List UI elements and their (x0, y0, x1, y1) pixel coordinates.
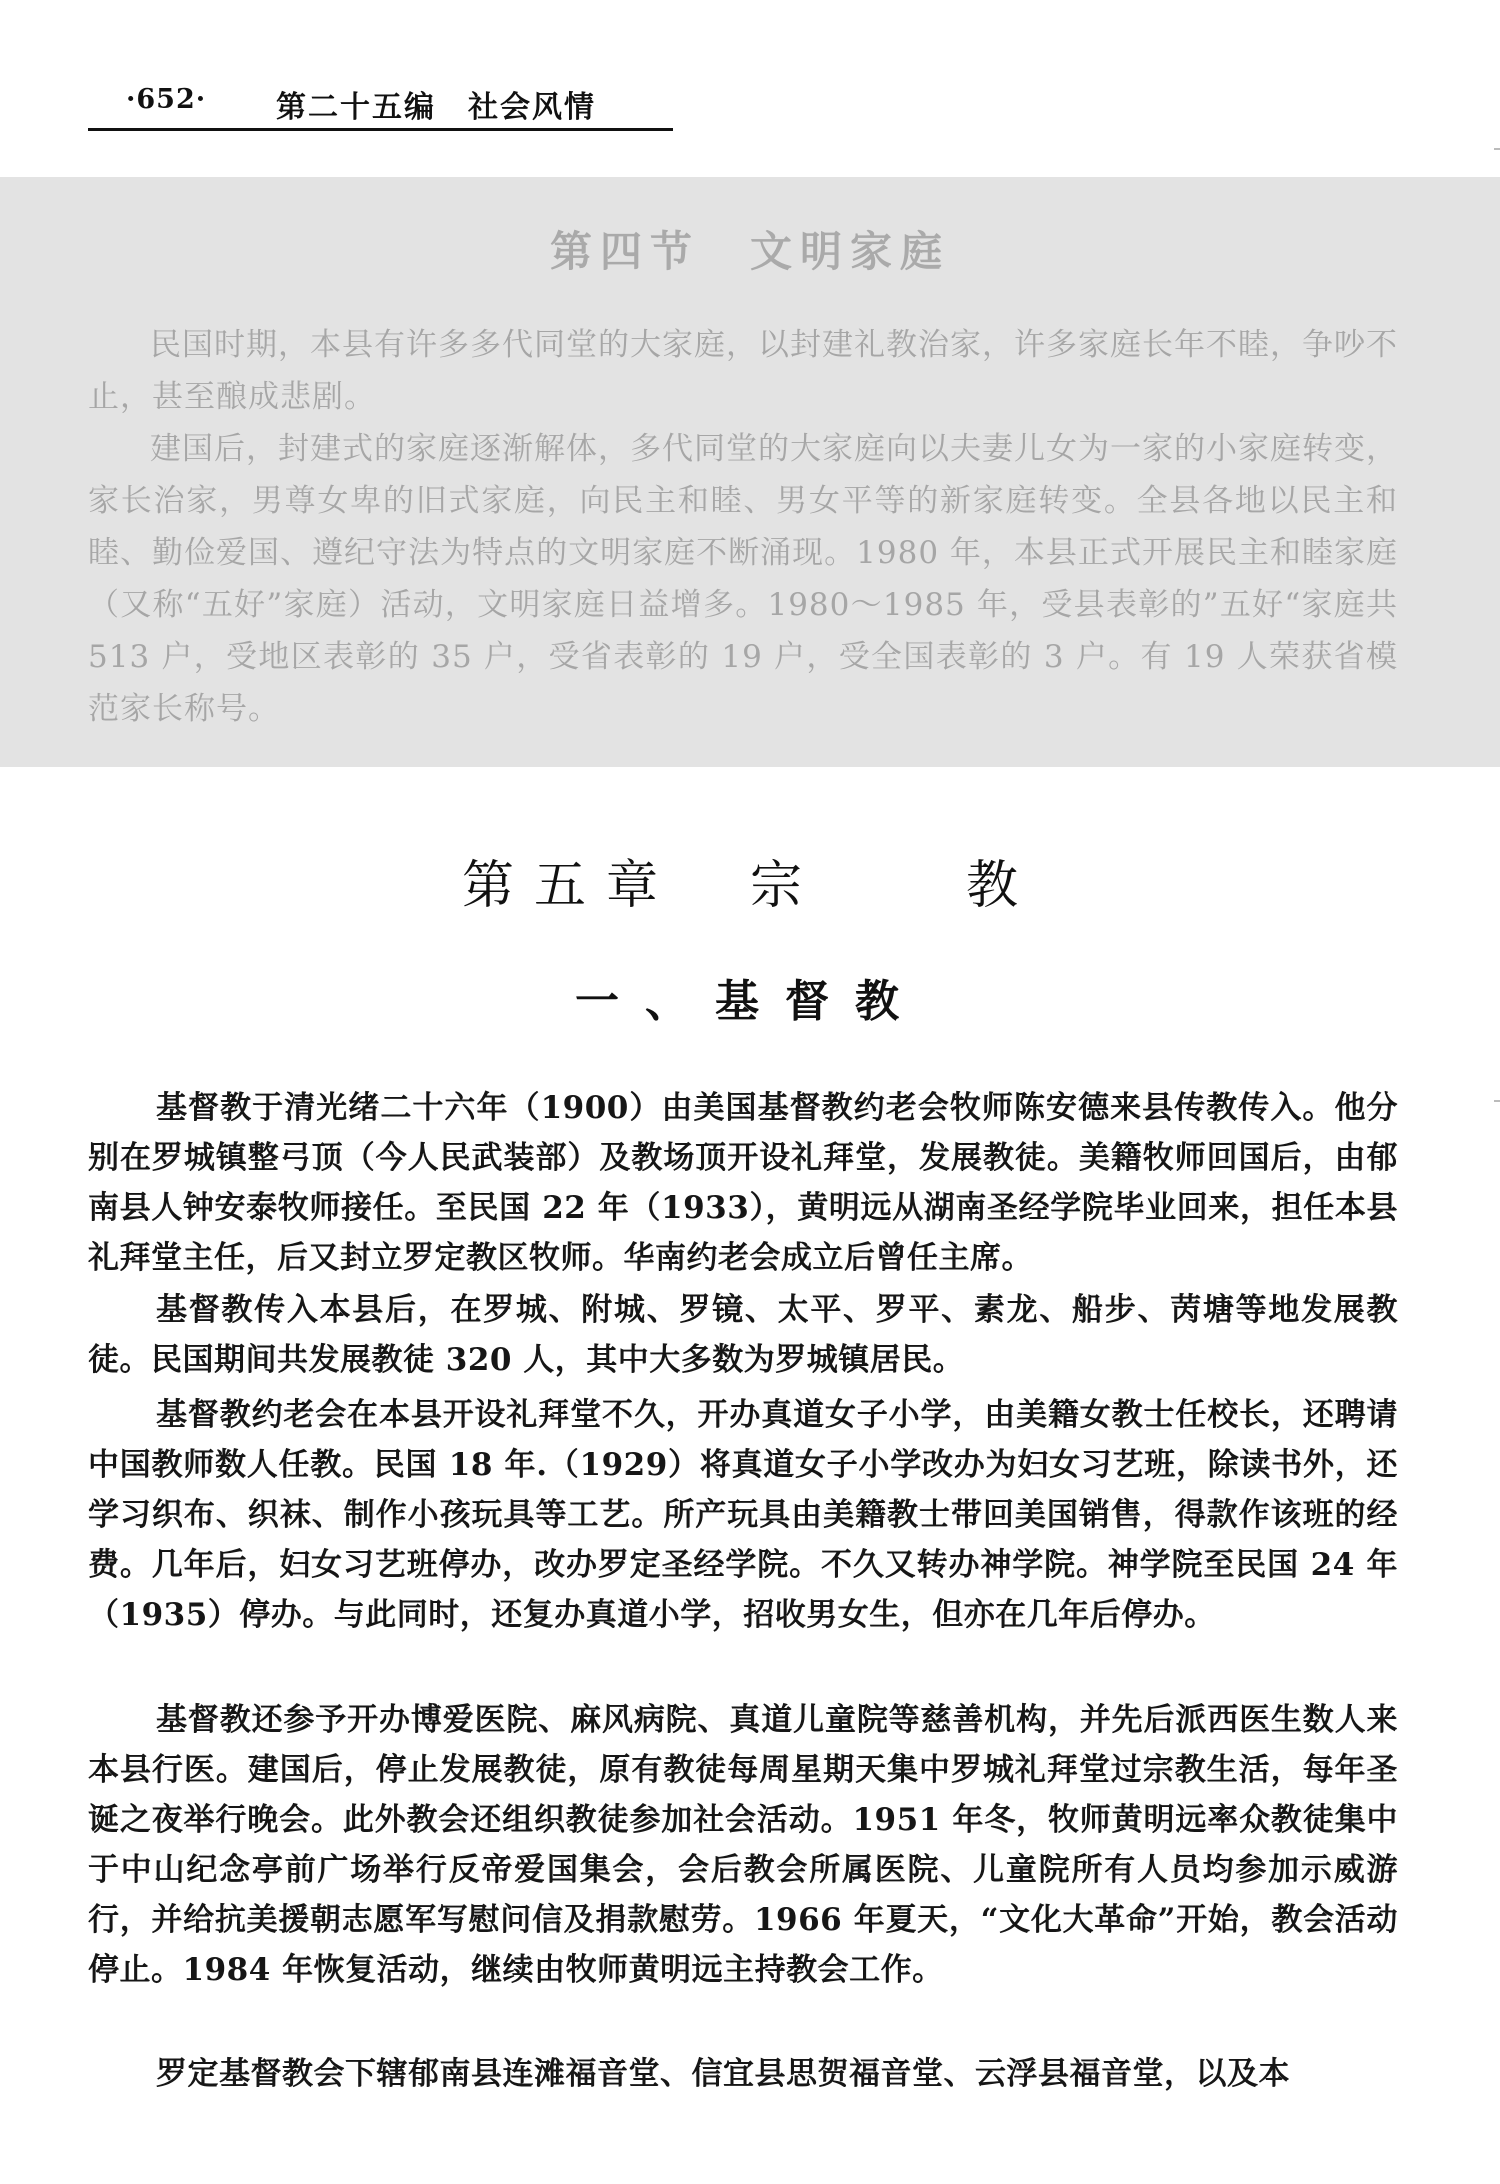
subsection-title: 一、基督教 (575, 976, 925, 1027)
body-paragraph: 基督教还参予开办博爱医院、麻风病院、真道儿童院等慈善机构，并先后派西医生数人来本县行医。建国后，停止发展教徒，原有教徒每周星期天集中罗城礼拜堂过宗教生活，每年圣诞之夜举行晚会。此外教会还组织教徒参加社会活动。1951 年冬，牧师黄明远率众教徒集中于中山纪念亭前广场举行反帝爱国集会，会后教会所属医院、儿童院所有人员均参加示威游行，并给抗美援朝志愿军写慰问信及捐款慰劳。1966 年夏天，“文化大革命”开始，教会活动停止。1984 年恢复活动，继续由牧师黄明远主持教会工作。 (88, 1702, 1398, 1988)
section-paragraph: 建国后，封建式的家庭逐渐解体，多代同堂的大家庭向以夫妻儿女为一家的小家庭转变，家长治家，男尊女卑的旧式家庭，向民主和睦、男女平等的新家庭转变。全县各地以民主和睦、勤俭爱国、遵纪守法为特点的文明家庭不断涌现。1980 年，本县正式开展民主和睦家庭（又称“五好”家庭）活动，文明家庭日益增多。1980～1985 年，受县表彰的”五好“家庭共 513 户，受地区表彰的 35 户，受省表彰的 19 户，受全国表彰的 3 户。有 19 人荣获省模范家长称号。 (88, 431, 1398, 727)
body-paragraph: 基督教于清光绪二十六年（1900）由美国基督教约老会牧师陈安德来县传教传入。他分别在罗城镇整弓顶（今人民武装部）及教场顶开设礼拜堂，发展教徒。美籍牧师回国后，由郁南县人钟安泰牧师接任。至民国 22 年（1933），黄明远从湖南圣经学院毕业回来，担任本县礼拜堂主任，后又封立罗定教区牧师。华南约老会成立后曾任主席。 (88, 1090, 1398, 1276)
body-paragraph: 罗定基督教会下辖郁南县连滩福音堂、信宜县思贺福音堂、云浮县福音堂，以及本 (156, 2056, 1290, 2092)
margin-mark (1494, 148, 1500, 150)
section-paragraph: 民国时期，本县有许多多代同堂的大家庭，以封建礼教治家，许多家庭长年不睦，争吵不止，甚至酿成悲剧。 (88, 327, 1398, 415)
highlighted-section (0, 177, 1500, 767)
chapter-title: 第五章 宗 教 (461, 856, 1038, 916)
body-paragraph: 基督教约老会在本县开设礼拜堂不久，开办真道女子小学，由美籍女教士任校长，还聘请中国教师数人任教。民国 18 年.（1929）将真道女子小学改办为妇女习艺班，除读书外，还学习织布、织袜、制作小孩玩具等工艺。所产玩具由美籍教士带回美国销售，得款作该班的经费。几年后，妇女习艺班停办，改办罗定圣经学院。不久又转办神学院。神学院至民国 24 年（1935）停办。与此同时，还复办真道小学，招收男女生，但亦在几年后停办。 (88, 1397, 1398, 1633)
part-title: 第二十五编 社会风情 (276, 90, 596, 125)
page-number: ·652· (126, 84, 207, 115)
page-header (88, 78, 673, 131)
body-paragraph: 基督教传入本县后，在罗城、附城、罗镜、太平、罗平、素龙、船步、苪塘等地发展教徒。民国期间共发展教徒 320 人，其中大多数为罗城镇居民。 (88, 1292, 1398, 1378)
margin-mark (1494, 1100, 1500, 1102)
section-title: 第四节 文明家庭 (549, 227, 950, 276)
